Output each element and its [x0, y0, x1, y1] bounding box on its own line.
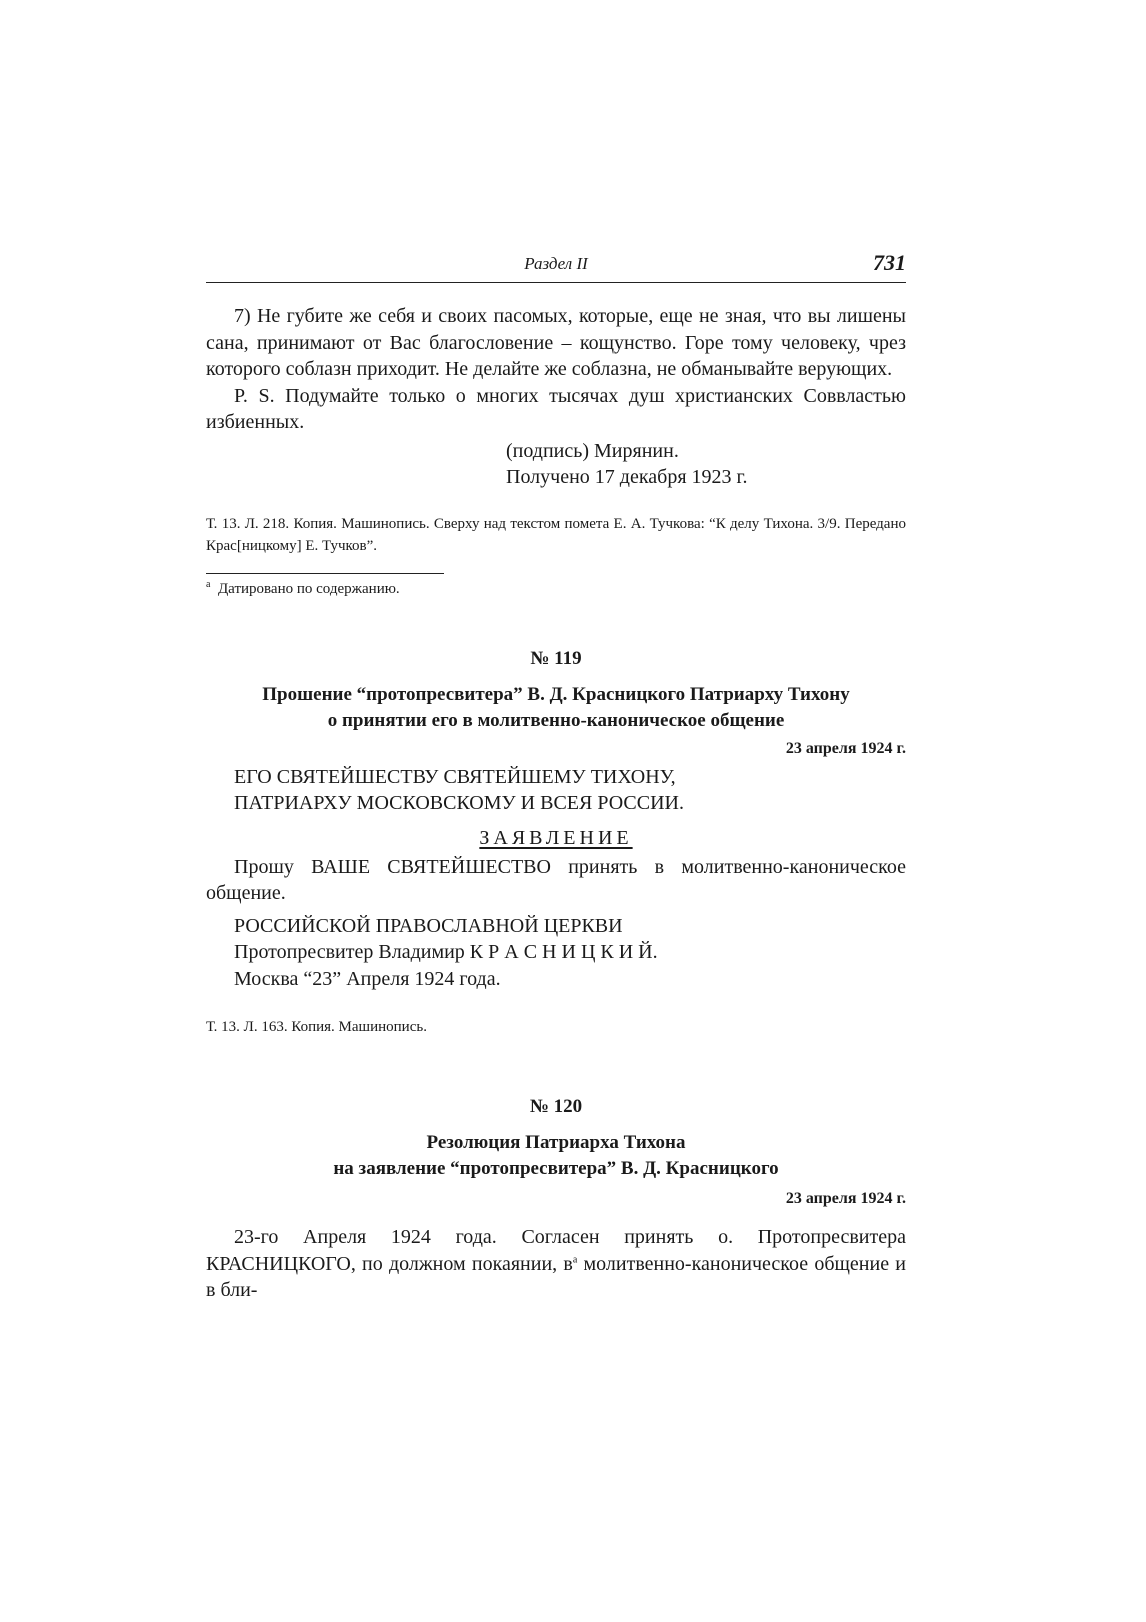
- footnote-mark: а: [572, 1253, 578, 1265]
- text: 23-го Апреля 1924 года. Согласен принять о. Протопресвитера КРАСНИЦКОГО, по должном покаянии, в: [206, 1226, 906, 1275]
- doc-date: 23 апреля 1924 г.: [785, 1190, 906, 1207]
- doc-title: [206, 1130, 906, 1182]
- doc-title: [206, 682, 906, 734]
- doc-title-line: Прошение “протопресвитера” В. Д. Красницкого Патриарху Тихону: [262, 683, 850, 705]
- footnote-text: Датировано по содержанию.: [217, 580, 400, 597]
- statement-body: [206, 854, 906, 907]
- doc-title-line: о принятии его в молитвенно-каноническое общение: [327, 709, 785, 731]
- addressee-line: ПАТРИАРХУ МОСКОВСКОМУ И ВСЕЯ РОССИИ.: [234, 792, 684, 814]
- paragraph: [206, 1224, 906, 1304]
- signature-line: РОССИЙСКОЙ ПРАВОСЛАВНОЙ ЦЕРКВИ: [234, 914, 623, 937]
- doc-title-line: на заявление “протопресвитера” В. Д. Красницкого: [333, 1158, 779, 1179]
- footnote-divider: [206, 573, 444, 574]
- postscript: P. S. Подумайте только о многих тысячах душ христианских Соввластью избиенных.: [206, 384, 906, 433]
- statement-signature: [234, 913, 906, 993]
- prev-document-text: [206, 303, 906, 436]
- doc-number: № 120: [529, 1096, 583, 1117]
- page-number: 731: [873, 250, 906, 275]
- doc-number: № 119: [530, 647, 582, 669]
- archive-source-note: Т. 13. Л. 218. Копия. Машинопись. Сверху над текстом помета Е. А. Тучкова: “К делу Тихона. 3/9. Передано Крас[ницкому] Е. Тучков”.: [206, 515, 906, 554]
- section-title: Раздел II: [524, 254, 588, 273]
- footnote: [206, 578, 906, 600]
- doc-date: 23 апреля 1924 г.: [785, 739, 906, 757]
- book-page: [206, 252, 906, 1304]
- addressee-line: ЕГО СВЯТЕЙШЕСТВУ СВЯТЕЙШЕМУ ТИХОНУ,: [234, 765, 676, 788]
- addressee: [234, 764, 906, 817]
- signature-line: Протопресвитер Владимир К Р А С Н И Ц К И Й.: [234, 941, 658, 963]
- text: молитвенно-каноническое общение и в бли-: [206, 1252, 906, 1301]
- signature: (подпись) Мирянин.: [506, 439, 679, 462]
- prev-signature-block: [506, 438, 906, 491]
- paragraph: 7) Не губите же себя и своих пасомых, которые, еще не зная, что вы лишены сана, принимают от Вас благословение – кощунство. Горе тому человеку, чрез которого соблазн приходит. Не делайте же соблазна, не обманывайте верующих.: [206, 305, 906, 380]
- signature-line: Москва “23” Апреля 1924 года.: [234, 967, 501, 990]
- doc-title-line: Резолюция Патриарха Тихона: [426, 1132, 686, 1153]
- archive-source-note: Т. 13. Л. 163. Копия. Машинопись.: [206, 1019, 427, 1035]
- statement-heading: ЗАЯВЛЕНИЕ: [479, 826, 633, 849]
- paragraph: Прошу ВАШЕ СВЯТЕЙШЕСТВО принять в молитвенно-каноническое общение.: [206, 855, 906, 904]
- resolution-body: [206, 1224, 906, 1304]
- received-date: Получено 17 декабря 1923 г.: [506, 466, 748, 488]
- running-header: [206, 252, 906, 283]
- footnote-mark: а: [206, 578, 211, 590]
